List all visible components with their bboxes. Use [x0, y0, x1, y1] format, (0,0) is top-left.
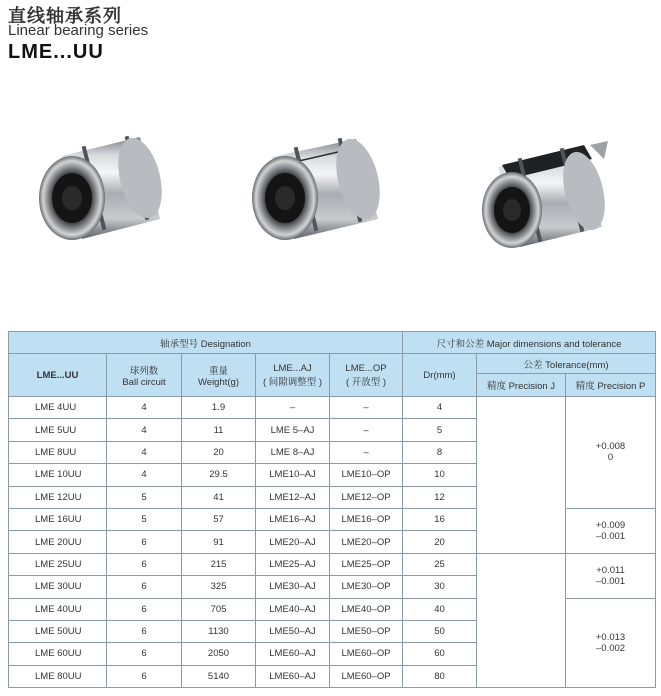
cell-aj: LME30–AJ	[256, 576, 330, 598]
col-header-aj	[256, 354, 330, 397]
cell-dr: 16	[403, 508, 477, 530]
col-header-dr: Dr(mm)	[403, 354, 477, 397]
precision-j-header: 精度 Precision J	[477, 374, 566, 397]
weight-cn: 重量	[208, 365, 228, 377]
aj-note: ( 间隙调整型 )	[262, 376, 323, 388]
cell-op: –	[330, 419, 403, 441]
cell-aj: LME16–AJ	[256, 508, 330, 530]
col-header-model: LME...UU	[9, 354, 107, 397]
cell-weight: 11	[182, 419, 256, 441]
cell-op: –	[330, 441, 403, 463]
cell-dr: 40	[403, 598, 477, 620]
cell-op: LME16–OP	[330, 508, 403, 530]
cell-op: LME25–OP	[330, 553, 403, 575]
cell-op: –	[330, 397, 403, 419]
cell-model: LME 25UU	[9, 553, 107, 575]
title-english: Linear bearing series	[8, 22, 149, 39]
cell-dr: 25	[403, 553, 477, 575]
cell-model: LME 80UU	[9, 665, 107, 687]
cell-weight: 57	[182, 508, 256, 530]
cell-op: LME60–OP	[330, 665, 403, 687]
cell-ball: 6	[107, 598, 182, 620]
cell-op: LME10–OP	[330, 464, 403, 486]
cell-model: LME 12UU	[9, 486, 107, 508]
col-header-weight	[182, 354, 256, 397]
cell-aj: LME60–AJ	[256, 665, 330, 687]
cell-model: LME 5UU	[9, 419, 107, 441]
cell-aj: LME 8–AJ	[256, 441, 330, 463]
cell-op: LME12–OP	[330, 486, 403, 508]
cell-model: LME 20UU	[9, 531, 107, 553]
title-chinese: 直线轴承系列	[8, 6, 122, 27]
cell-dr: 8	[403, 441, 477, 463]
cell-ball: 5	[107, 508, 182, 530]
cell-ball: 6	[107, 665, 182, 687]
designation-group-header: 轴承型号 Designation	[9, 332, 403, 354]
cell-dr: 4	[403, 397, 477, 419]
col-header-op	[330, 354, 403, 397]
cell-weight: 29.5	[182, 464, 256, 486]
tolerance-p-group-2: +0.009 –0.001	[566, 508, 656, 553]
cell-dr: 30	[403, 576, 477, 598]
cell-ball: 4	[107, 397, 182, 419]
aj-model: LME...AJ	[273, 362, 312, 374]
cell-ball: 4	[107, 419, 182, 441]
op-model: LME...OP	[345, 362, 387, 374]
cell-dr: 80	[403, 665, 477, 687]
cell-aj: LME10–AJ	[256, 464, 330, 486]
cell-weight: 325	[182, 576, 256, 598]
cell-op: LME30–OP	[330, 576, 403, 598]
cell-dr: 10	[403, 464, 477, 486]
cell-weight: 41	[182, 486, 256, 508]
table-row	[9, 397, 656, 419]
weight-en: Weight(g)	[197, 376, 239, 388]
cell-aj: LME20–AJ	[256, 531, 330, 553]
cell-ball: 6	[107, 531, 182, 553]
cell-ball: 5	[107, 486, 182, 508]
cell-ball: 4	[107, 464, 182, 486]
tolerance-p-group-1: +0.008 0	[566, 397, 656, 509]
tolerance-p-group-4: +0.013 –0.002	[566, 598, 656, 688]
cell-weight: 2050	[182, 643, 256, 665]
cell-weight: 215	[182, 553, 256, 575]
ball-circuit-cn: 球列数	[129, 365, 159, 377]
cell-weight: 20	[182, 441, 256, 463]
specification-table	[8, 331, 656, 688]
cell-model: LME 4UU	[9, 397, 107, 419]
col-header-ball-circuit	[107, 354, 182, 397]
cell-op: LME50–OP	[330, 620, 403, 642]
cell-weight: 1.9	[182, 397, 256, 419]
cell-ball: 4	[107, 441, 182, 463]
cell-aj: –	[256, 397, 330, 419]
cell-aj: LME25–AJ	[256, 553, 330, 575]
precision-j-blank-lower	[477, 553, 566, 687]
cell-op: LME40–OP	[330, 598, 403, 620]
bearing-adjustable-photo	[252, 134, 387, 240]
cell-ball: 6	[107, 620, 182, 642]
cell-weight: 1130	[182, 620, 256, 642]
cell-ball: 6	[107, 643, 182, 665]
cell-model: LME 16UU	[9, 508, 107, 530]
cell-model: LME 40UU	[9, 598, 107, 620]
cell-dr: 60	[403, 643, 477, 665]
precision-j-blank	[477, 397, 566, 554]
cell-aj: LME60–AJ	[256, 643, 330, 665]
cell-aj: LME50–AJ	[256, 620, 330, 642]
cell-op: LME60–OP	[330, 643, 403, 665]
cell-ball: 6	[107, 576, 182, 598]
precision-p-header: 精度 Precision P	[566, 374, 656, 397]
cell-model: LME 60UU	[9, 643, 107, 665]
bearing-standard-photo	[39, 133, 169, 240]
op-note: ( 开放型 )	[345, 376, 387, 388]
cell-model: LME 50UU	[9, 620, 107, 642]
table-row	[9, 553, 656, 575]
bearing-open-photo	[482, 141, 612, 248]
cell-weight: 705	[182, 598, 256, 620]
cell-aj: LME40–AJ	[256, 598, 330, 620]
cell-dr: 12	[403, 486, 477, 508]
product-photos	[0, 115, 661, 270]
cell-ball: 6	[107, 553, 182, 575]
tolerance-header: 公差 Tolerance(mm)	[477, 354, 656, 374]
dimensions-group-header: 尺寸和公差 Major dimensions and tolerance	[403, 332, 656, 354]
ball-circuit-en: Ball circuit	[122, 376, 166, 388]
cell-weight: 5140	[182, 665, 256, 687]
cell-model: LME 10UU	[9, 464, 107, 486]
cell-model: LME 30UU	[9, 576, 107, 598]
cell-dr: 20	[403, 531, 477, 553]
cell-dr: 50	[403, 620, 477, 642]
tolerance-p-group-3: +0.011 –0.001	[566, 553, 656, 598]
cell-aj: LME12–AJ	[256, 486, 330, 508]
cell-weight: 91	[182, 531, 256, 553]
cell-op: LME20–OP	[330, 531, 403, 553]
model-series-title: LME...UU	[8, 41, 104, 63]
cell-model: LME 8UU	[9, 441, 107, 463]
cell-aj: LME 5–AJ	[256, 419, 330, 441]
cell-dr: 5	[403, 419, 477, 441]
